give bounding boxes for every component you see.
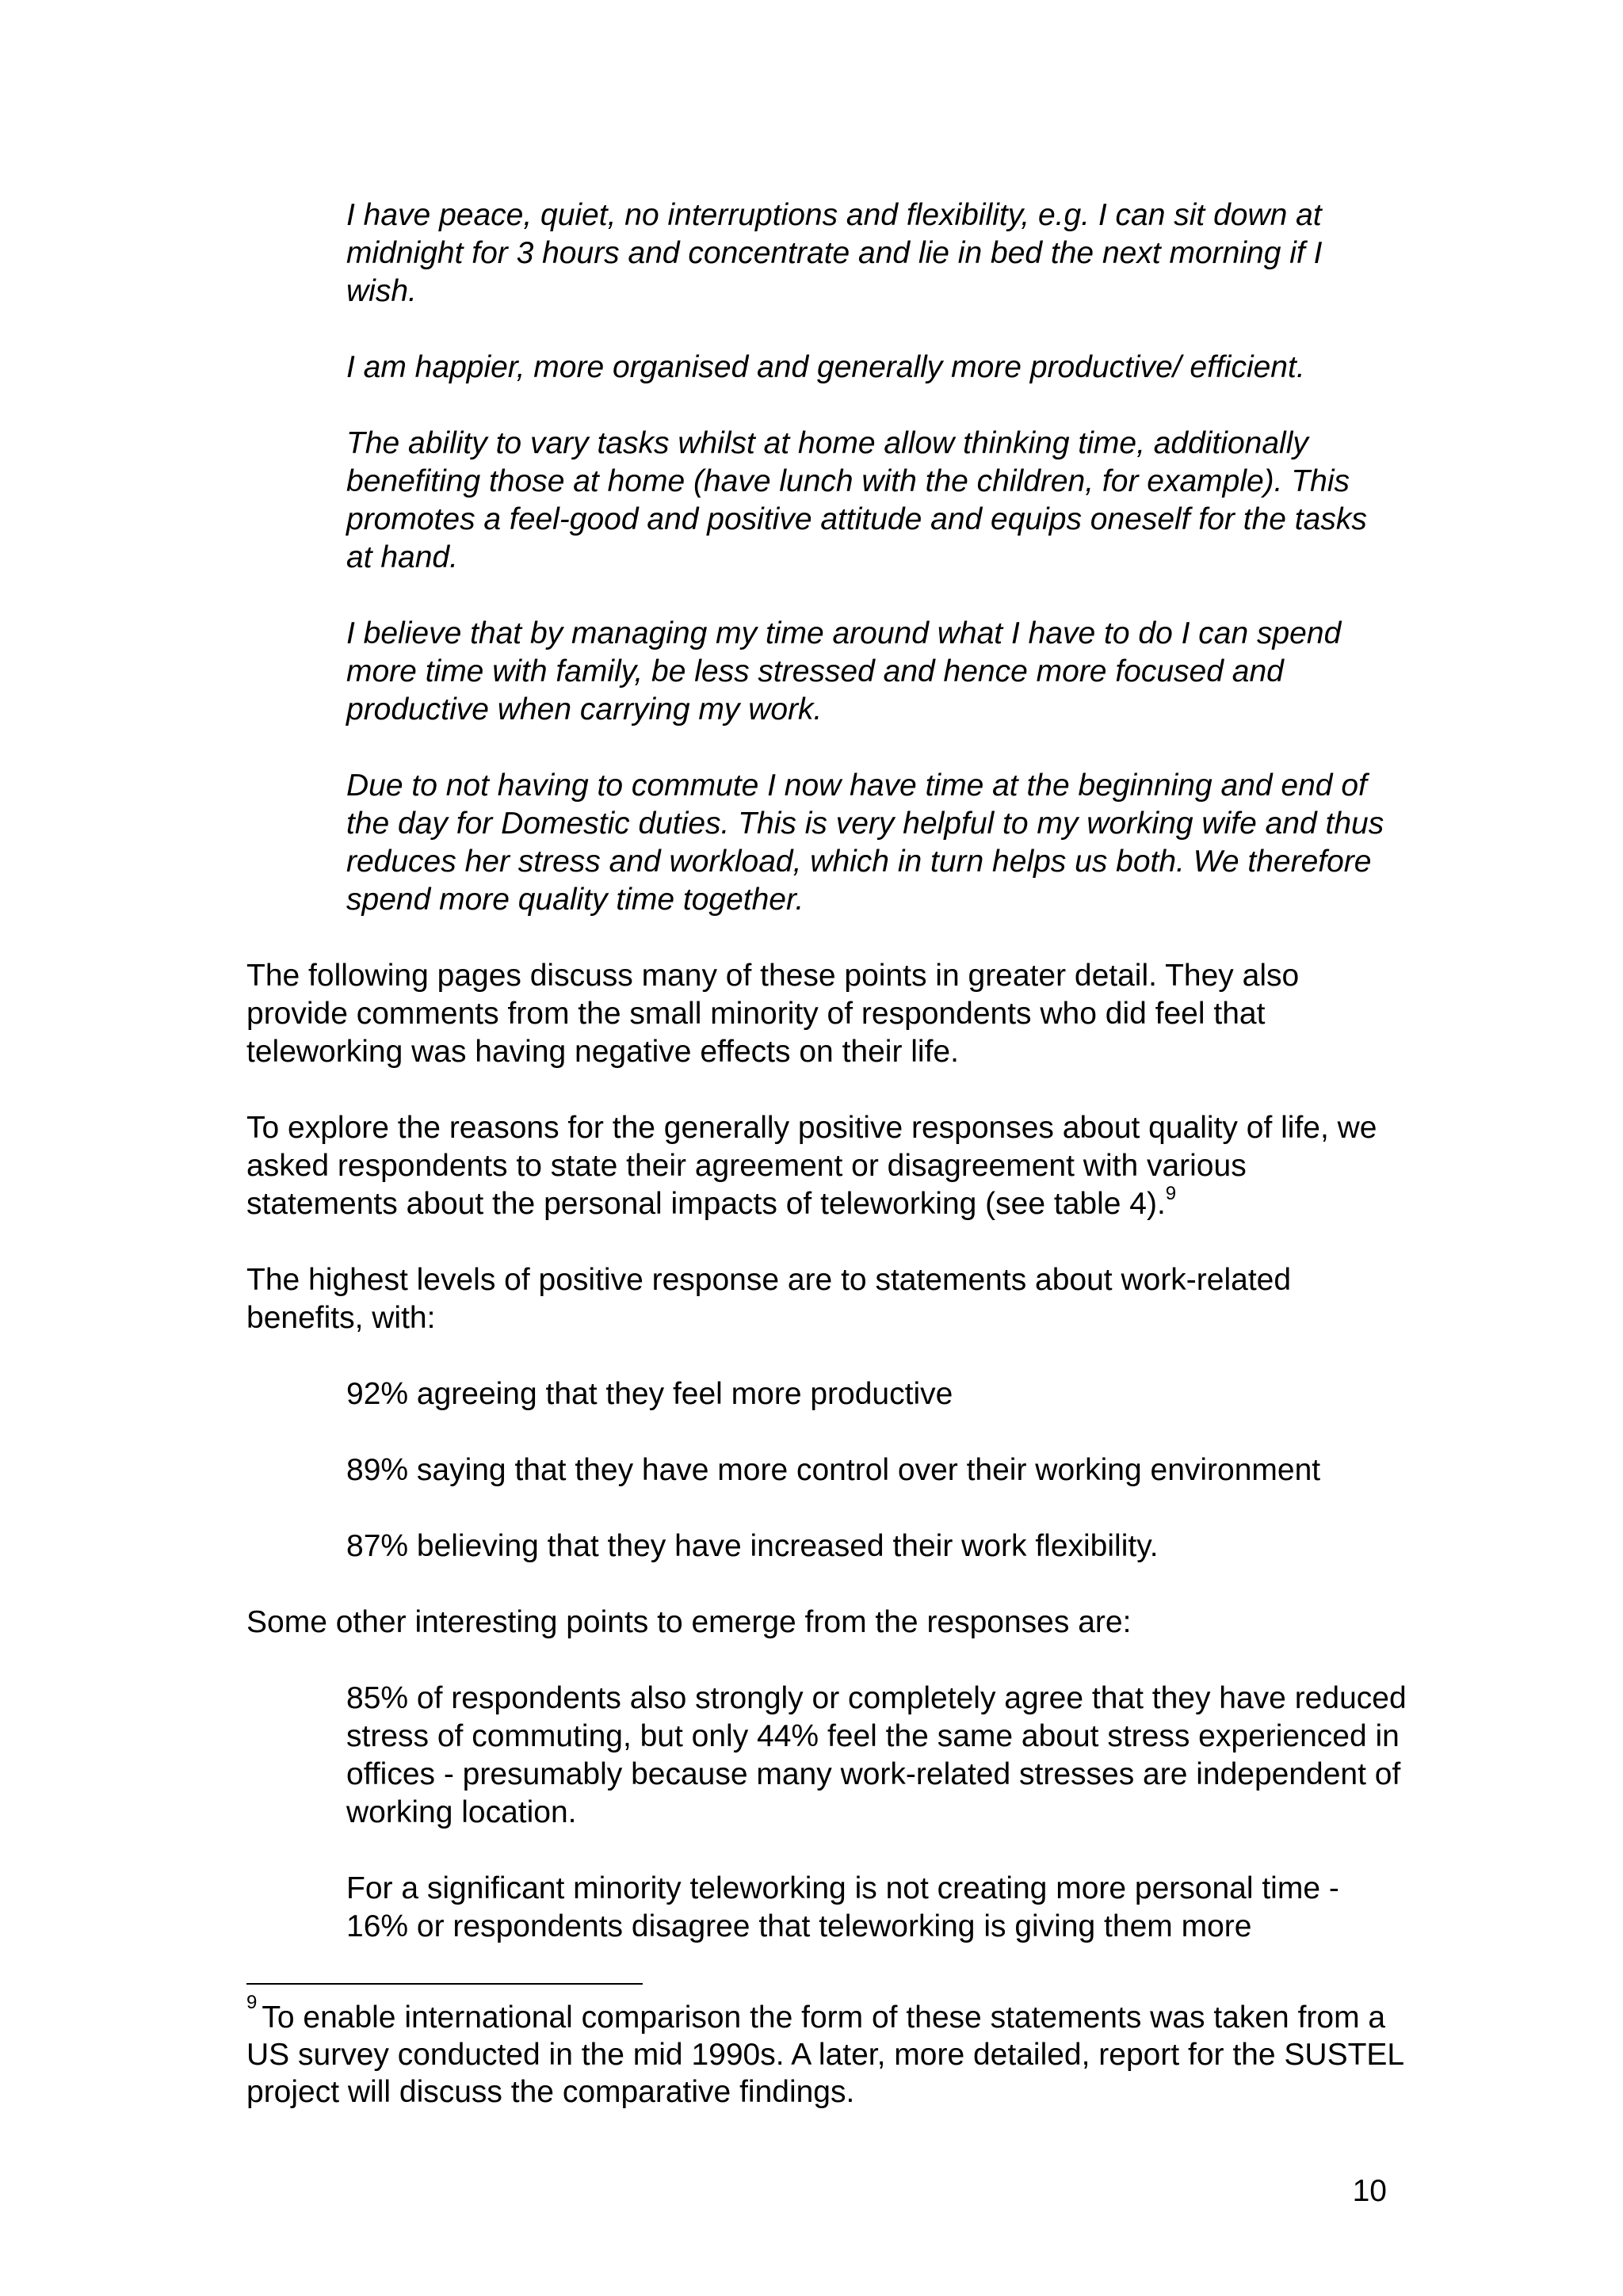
quote-vary-tasks: The ability to vary tasks whilst at home allow thinking time, additionally benefiting those at home (have lunch with the children, for example). This promotes a feel-good and positive attitude and equips oneself for the tasks at hand. xyxy=(346,426,1367,574)
paragraph-explore-reasons xyxy=(246,1109,1403,1223)
benefit-productive: 92% agreeing that they feel more productive xyxy=(346,1377,953,1411)
finding-personal-time: For a significant minority teleworking is not creating more personal time - 16% or respondents disagree that teleworking is giving them more xyxy=(346,1871,1339,1943)
quote-commute: Due to not having to commute I now have time at the beginning and end of the day for Domestic duties. This is very helpful to my working wife and thus reduces her stress and workload, which in turn helps us both. We therefore spend more quality time together. xyxy=(346,769,1384,917)
finding-commuting-stress: 85% of respondents also strongly or completely agree that they have reduced stress of commuting, but only 44% feel the same about stress experienced in offices - presumably because many work-related stresses are independent of working location. xyxy=(346,1681,1407,1829)
quote-peace-quiet: I have peace, quiet, no interruptions and flexibility, e.g. I can sit down at midnight for 3 hours and concentrate and lie in bed the next morning if I wish. xyxy=(346,198,1323,308)
footnote-text: To enable international comparison the form of these statements was taken from a US survey conducted in the mid 1990s. A later, more detailed, report for the SUSTEL project will discuss the comparative findings. xyxy=(246,2000,1403,2109)
paragraph-other-points: Some other interesting points to emerge from the responses are: xyxy=(246,1605,1132,1639)
paragraph-following-pages: The following pages discuss many of these points in greater detail. They also provide comments from the small minority of respondents who did feel that teleworking was having negative effects on their life. xyxy=(246,959,1300,1069)
footnote xyxy=(246,1992,1403,2111)
footnote-reference: 9 xyxy=(1165,1183,1177,1204)
benefit-flexibility: 87% believing that they have increased their work flexibility. xyxy=(346,1529,1159,1563)
quote-managing-time: I believe that by managing my time around what I have to do I can spend more time with family, be less stressed and hence more focused and productive when carrying my work. xyxy=(346,616,1342,727)
page-number: 10 xyxy=(1352,2174,1387,2208)
footnote-number: 9 xyxy=(246,1992,258,2013)
footnote-separator xyxy=(246,1983,643,1985)
paragraph-explore-reasons-text: To explore the reasons for the generally positive responses about quality of life, we asked respondents to state their agreement or disagreement with various statements about the personal impacts of teleworking (see table 4). xyxy=(246,1111,1377,1221)
paragraph-highest-levels: The highest levels of positive response are to statements about work-related benefits, with: xyxy=(246,1263,1292,1335)
benefit-control: 89% saying that they have more control over their working environment xyxy=(346,1453,1321,1487)
quote-happier: I am happier, more organised and generally more productive/ efficient. xyxy=(346,350,1305,384)
